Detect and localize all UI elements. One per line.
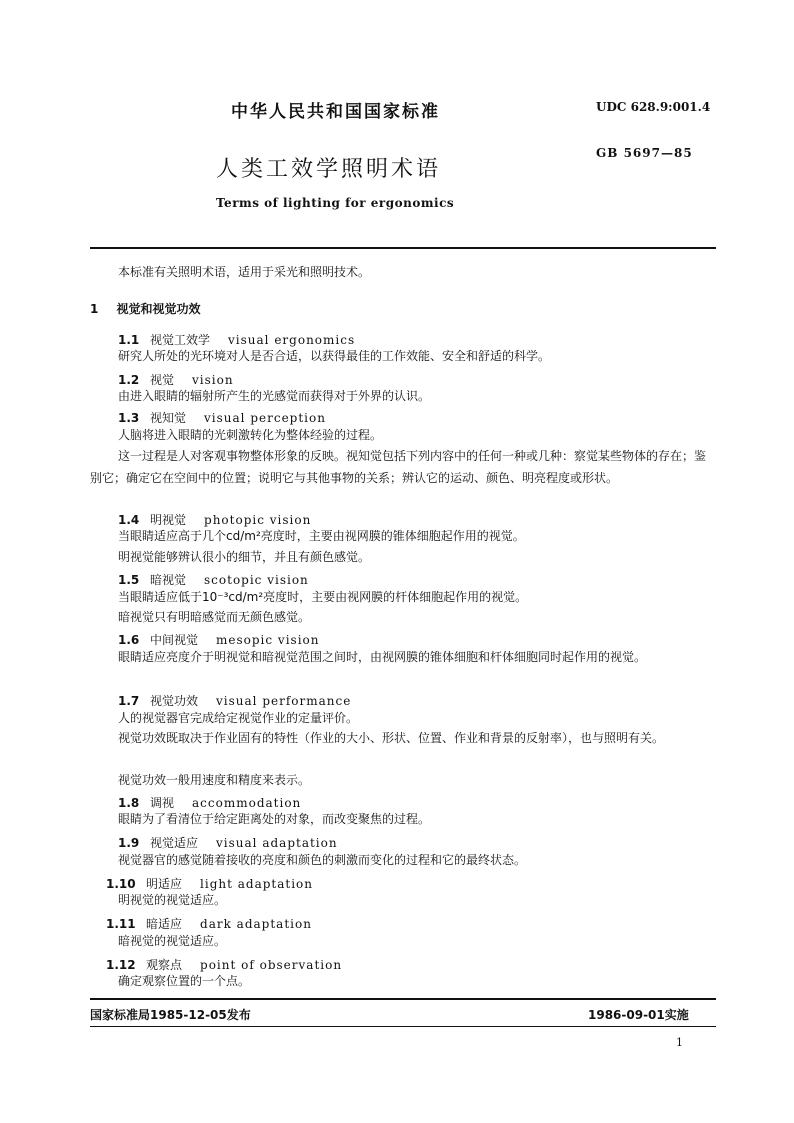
term-definition: 人的视觉器官完成给定视觉作业的定量评价。: [118, 711, 359, 725]
section-heading: [90, 300, 201, 317]
term-definition: 研究人所处的光环境对人是否合适，以获得最佳的工作效能、安全和舒适的科学。: [118, 349, 551, 363]
term-note: 明视觉能够辨认很小的细节，并且有颜色感觉。: [118, 550, 371, 564]
term-definition: 人脑将进入眼睛的光刺激转化为整体经验的过程。: [118, 428, 383, 442]
term-definition: 暗视觉的视觉适应。: [118, 934, 227, 948]
term-number: 1.9: [118, 836, 140, 850]
term-number: 1.8: [118, 796, 140, 810]
term-cn: 视觉功效: [150, 694, 199, 708]
section-title: 视觉和视觉功效: [116, 302, 201, 316]
term-definition: 当眼睛适应高于几个cd/m²亮度时，主要由视网膜的锥体细胞起作用的视觉。: [118, 529, 525, 543]
term-cn: 暗适应: [146, 917, 183, 931]
term-en: scotopic vision: [204, 573, 309, 587]
footer-rule-bottom: [90, 1026, 716, 1027]
issue-date: 国家标准局1985-12-05发布: [90, 1008, 251, 1022]
term-cn: 视觉: [150, 373, 175, 387]
term-number: 1.2: [118, 373, 140, 387]
term-cn: 调视: [150, 796, 175, 810]
term-definition: 确定观察位置的一个点。: [118, 974, 251, 988]
footer-rule-top: [90, 998, 716, 1000]
term-note: 视觉功效一般用速度和精度来表示。: [118, 773, 311, 787]
term-cn: 明视觉: [150, 513, 187, 527]
term-definition: 当眼睛适应低于10⁻³cd/m²亮度时，主要由视网膜的杆体细胞起作用的视觉。: [118, 590, 528, 604]
term-number: 1.6: [118, 633, 140, 647]
term-definition: 明视觉的视觉适应。: [118, 893, 227, 907]
term-note: 这一过程是人对客观事物整体形象的反映。视知觉包括下列内容中的任何一种或几种：察觉某些物体的存在；鉴别它；确定它在空间中的位置；说明它与其他事物的关系；辨认它的运动、颜色、明亮程度或形状。: [90, 449, 707, 485]
intro-paragraph: 本标准有关照明术语，适用于采光和照明技术。: [118, 265, 371, 279]
term-number: 1.3: [118, 411, 140, 425]
term-number: 1.4: [118, 513, 140, 527]
term-cn: 视觉工效学: [150, 333, 211, 347]
term-en: photopic vision: [204, 513, 312, 527]
effective-date: 1986-09-01实施: [588, 1008, 689, 1022]
term-note: 视觉功效既取决于作业固有的特性（作业的大小、形状、位置、作业和背景的反射率），也与照明有关。: [118, 731, 665, 745]
page-number: 1: [676, 1036, 683, 1049]
term-number: 1.10: [106, 877, 136, 891]
term-cn: 中间视觉: [150, 633, 199, 647]
term-definition: 眼睛为了看清位于给定距离处的对象，而改变聚焦的过程。: [118, 812, 431, 826]
term-definition: 眼睛适应亮度介于明视觉和暗视觉范围之间时，由视网膜的锥体细胞和杆体细胞同时起作用的视觉。: [118, 650, 647, 664]
term-number: 1.5: [118, 573, 140, 587]
term-cn: 视觉适应: [150, 836, 199, 850]
term-cn: 明适应: [146, 877, 183, 891]
udc-code: UDC 628.9:001.4: [596, 100, 711, 114]
term-en: visual adaptation: [216, 836, 338, 850]
term-note: 暗视觉只有明暗感觉而无颜色感觉。: [118, 610, 311, 624]
term-en: visual ergonomics: [228, 333, 356, 347]
term-cn: 视知觉: [150, 411, 187, 425]
term-en: light adaptation: [200, 877, 313, 891]
gb-number: GB 5697—85: [596, 146, 693, 160]
term-definition: 视觉器官的感觉随着接收的亮度和颜色的刺激而变化的过程和它的最终状态。: [118, 853, 527, 867]
document-title: 人类工效学照明术语: [216, 157, 442, 182]
term-en: accommodation: [192, 796, 302, 810]
term-en: point of observation: [200, 958, 343, 972]
term-en: dark adaptation: [200, 917, 312, 931]
term-en: mesopic vision: [216, 633, 320, 647]
term-cn: 观察点: [146, 958, 183, 972]
term-en: visual performance: [216, 694, 352, 708]
term-number: 1.12: [106, 958, 136, 972]
term-cn: 暗视觉: [150, 573, 187, 587]
term-number: 1.11: [106, 917, 136, 931]
standard-header-title: 中华人民共和国国家标准: [231, 102, 440, 122]
section-number: 1: [90, 302, 99, 316]
term-en: visual perception: [204, 411, 326, 425]
term-number: 1.7: [118, 694, 140, 708]
term-number: 1.1: [118, 333, 140, 347]
term-en: vision: [192, 373, 234, 387]
term-definition: 由进入眼睛的辐射所产生的光感觉而获得对于外界的认识。: [118, 389, 431, 403]
header-rule: [90, 247, 716, 249]
document-subtitle-en: Terms of lighting for ergonomics: [216, 196, 455, 210]
